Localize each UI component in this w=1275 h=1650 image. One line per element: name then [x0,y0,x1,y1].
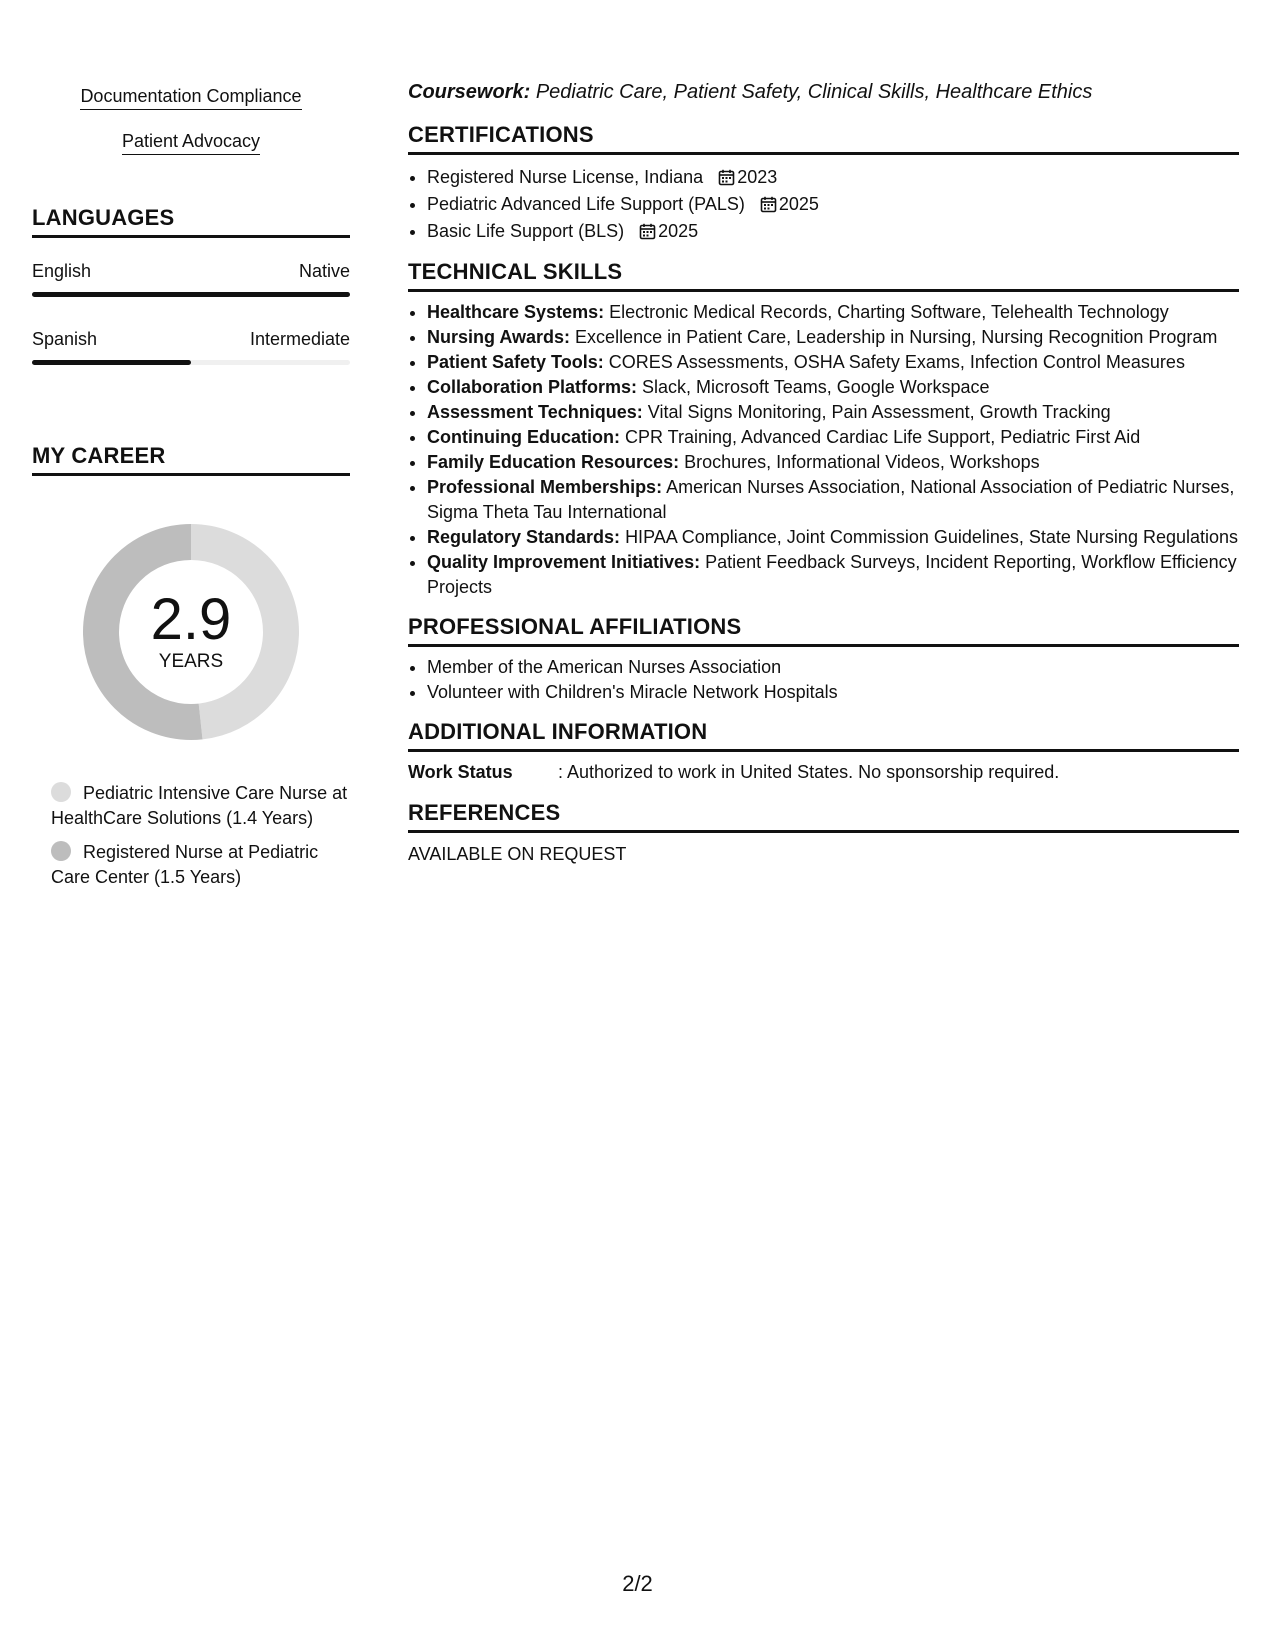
certifications-section [408,122,1239,245]
skill-values: CPR Training, Advanced Cardiac Life Support, Pediatric First Aid [624,427,1141,447]
coursework-value: Pediatric Care, Patient Safety, Clinical Skills, Healthcare Ethics [535,81,1093,103]
references-section [408,800,1239,866]
language-proficiency-bar [32,292,350,297]
certification-name: Registered Nurse License, Indiana [427,167,704,187]
skill-tag: Documentation Compliance [80,84,301,110]
certification-name: Basic Life Support (BLS) [427,221,625,241]
coursework-label: Coursework: [408,81,531,103]
certification-year: 2025 [778,194,819,214]
certification-item [427,218,1239,245]
career-legend-item [32,781,350,831]
skill-values: HIPAA Compliance, Joint Commission Guidelines, State Nursing Regulations [625,527,1239,547]
skill-category: Patient Safety Tools: [427,352,604,372]
skill-category: Family Education Resources: [427,452,680,472]
skill-values: Vital Signs Monitoring, Pain Assessment, Growth Tracking [647,402,1111,422]
language-name: English [32,261,92,281]
language-proficiency-fill [32,292,350,297]
language-proficiency-bar [32,360,350,365]
skill-tag: Patient Advocacy [122,129,260,155]
calendar-icon [639,223,656,240]
career-legend [32,781,350,890]
certification-item [427,164,1239,191]
certification-item [427,191,1239,218]
skill-category: Quality Improvement Initiatives: [427,552,701,572]
work-status-label: Work Status [408,762,513,782]
affiliation-item: • Member of the American Nurses Association [427,655,1239,680]
technical-skill-item [427,475,1239,525]
skill-category: Professional Memberships: [427,477,663,497]
legend-dot-icon [51,841,71,861]
languages-section [32,205,350,365]
technical-skill-item [427,425,1239,450]
work-status-row [408,760,1239,784]
technical-skills-section [408,259,1239,600]
technical-skill-item [427,550,1239,600]
technical-skill-item [427,450,1239,475]
skill-values: American Nurses Association, National Association of Pediatric Nurses, Sigma Theta Tau International [427,477,1235,522]
skill-values: Electronic Medical Records, Charting Software, Telehealth Technology [609,302,1169,322]
affiliations-heading: PROFESSIONAL AFFILIATIONS [408,614,1239,647]
skill-values: Brochures, Informational Videos, Workshops [684,452,1040,472]
technical-skill-item [427,375,1239,400]
skill-values: Slack, Microsoft Teams, Google Workspace [642,377,990,397]
skill-category: Collaboration Platforms: [427,377,638,397]
skill-values: Excellence in Patient Care, Leadership in Nursing, Nursing Recognition Program [575,327,1218,347]
references-text: AVAILABLE ON REQUEST [408,844,627,864]
calendar-icon [718,169,735,186]
certification-year: 2025 [658,221,699,241]
skills-list [32,84,350,155]
career-years-unit: YEARS [158,651,224,672]
career-legend-label: Registered Nurse at Pediatric Care Center (1.5 Years) [51,842,319,887]
technical-skills-list [408,300,1239,600]
affiliation-item: • Volunteer with Children's Miracle Network Hospitals [427,680,1239,705]
career-donut-chart [76,517,306,747]
skill-category: Continuing Education: [427,427,620,447]
page-number: 2/2 [622,1571,653,1596]
technical-skill-item [427,400,1239,425]
certification-name: Pediatric Advanced Life Support (PALS) [427,194,745,214]
certifications-list [408,164,1239,245]
legend-dot-icon [51,782,71,802]
affiliations-list [408,655,1239,705]
right-column [408,78,1239,866]
language-item [32,260,350,297]
career-total-years: 2.9 [150,587,232,652]
additional-info-section [408,719,1239,784]
skill-values: CORES Assessments, OSHA Safety Exams, Infection Control Measures [608,352,1185,372]
additional-info-heading: ADDITIONAL INFORMATION [408,719,1239,752]
technical-skill-item [427,300,1239,325]
languages-heading: LANGUAGES [32,205,350,238]
skill-category: Regulatory Standards: [427,527,621,547]
technical-skill-item [427,350,1239,375]
technical-skills-heading: TECHNICAL SKILLS [408,259,1239,292]
technical-skill-item [427,525,1239,550]
technical-skill-item [427,325,1239,350]
language-item [32,328,350,365]
skill-category: Healthcare Systems: [427,302,605,322]
language-proficiency-fill [32,360,191,365]
skill-values: Patient Feedback Surveys, Incident Reporting, Workflow Efficiency Projects [427,552,1237,597]
calendar-icon [760,196,777,213]
skill-category: Assessment Techniques: [427,402,643,422]
career-legend-label: Pediatric Intensive Care Nurse at HealthCare Solutions (1.4 Years) [51,783,348,828]
coursework-line [408,78,1239,106]
references-heading: REFERENCES [408,800,1239,833]
career-section [32,443,350,890]
left-column [32,84,350,890]
language-level: Intermediate [249,329,350,349]
certifications-heading: CERTIFICATIONS [408,122,1239,155]
language-name: Spanish [32,329,98,349]
certification-year: 2023 [737,167,778,187]
skill-category: Nursing Awards: [427,327,571,347]
career-legend-item [32,840,350,890]
language-level: Native [298,261,350,281]
affiliations-section [408,614,1239,705]
work-status-value: : Authorized to work in United States. No sponsorship required. [558,762,1060,782]
career-heading: MY CAREER [32,443,350,476]
